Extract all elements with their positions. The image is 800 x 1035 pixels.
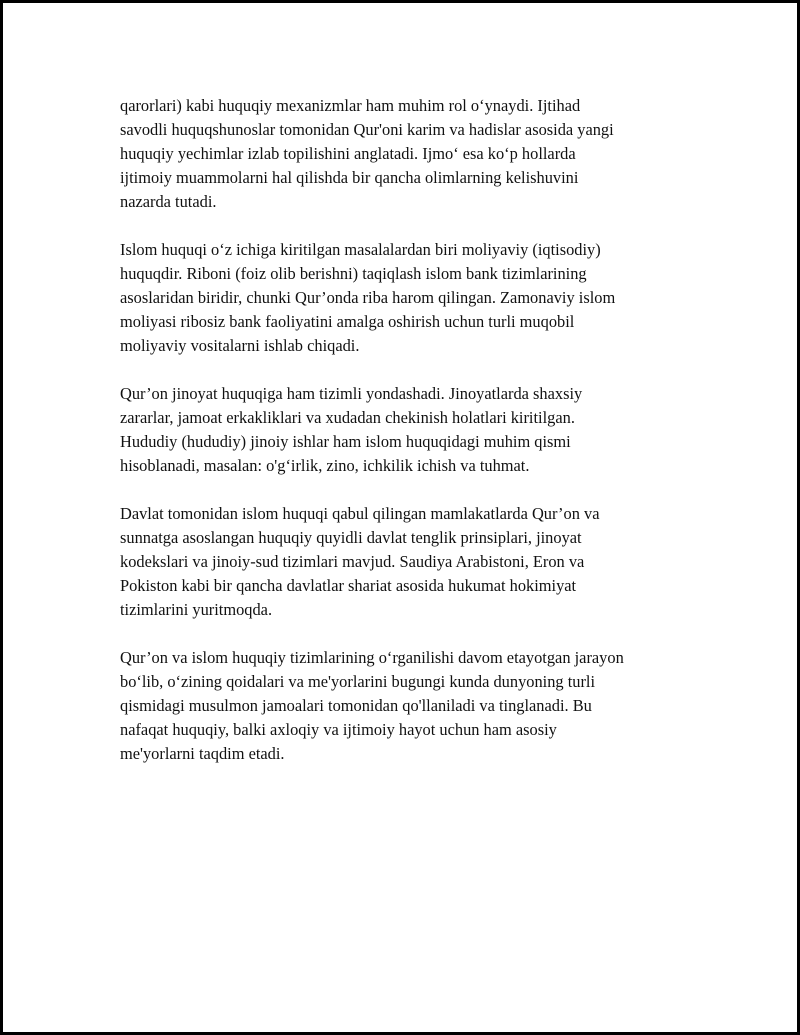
document-body xyxy=(120,94,705,790)
text-line: sunnatga asoslangan huquqiy quyidli davlat tenglik prinsiplari, jinoyat xyxy=(120,528,582,547)
text-line: qismidagi musulmon jamoalari tomonidan qo'llaniladi va tinglanadi. Bu xyxy=(120,696,592,715)
paragraph-3 xyxy=(120,382,705,478)
text-line: moliyasi ribosiz bank faoliyatini amalga oshirish uchun turli muqobil xyxy=(120,312,575,331)
text-line: me'yorlarni taqdim etadi. xyxy=(120,744,285,763)
paragraph-1 xyxy=(120,94,705,214)
text-line: nafaqat huquqiy, balki axloqiy va ijtimoiy hayot uchun ham asosiy xyxy=(120,720,557,739)
text-line: Qur’on jinoyat huquqiga ham tizimli yondashadi. Jinoyatlarda shaxsiy xyxy=(120,384,583,403)
text-line: ijtimoiy muammolarni hal qilishda bir qancha olimlarning kelishuvini xyxy=(120,168,579,187)
text-line: tizimlarini yuritmoqda. xyxy=(120,600,273,619)
text-line: huquqdir. Riboni (foiz olib berishni) taqiqlash islom bank tizimlarining xyxy=(120,264,587,283)
text-line: zararlar, jamoat erkakliklari va xudadan chekinish holatlari kiritilgan. xyxy=(120,408,575,427)
text-line: kodekslari va jinoiy-sud tizimlari mavjud. Saudiya Arabistoni, Eron va xyxy=(120,552,585,571)
text-line: hisoblanadi, masalan: o'g‘irlik, zino, ichkilik ichish va tuhmat. xyxy=(120,456,530,475)
text-line: bo‘lib, o‘zining qoidalari va me'yorlarini bugungi kunda dunyoning turli xyxy=(120,672,596,691)
text-line: moliyaviy vositalarni ishlab chiqadi. xyxy=(120,336,360,355)
text-line: huquqiy yechimlar izlab topilishini anglatadi. Ijmo‘ esa ko‘p hollarda xyxy=(120,144,576,163)
paragraph-4 xyxy=(120,502,705,622)
paragraph-2 xyxy=(120,238,705,358)
text-line: nazarda tutadi. xyxy=(120,192,217,211)
text-line: asoslaridan biridir, chunki Qur’onda riba harom qilingan. Zamonaviy islom xyxy=(120,288,616,307)
text-line: Davlat tomonidan islom huquqi qabul qilingan mamlakatlarda Qur’on va xyxy=(120,504,600,523)
text-line: Hududiy (hududiy) jinoiy ishlar ham islom huquqidagi muhim qismi xyxy=(120,432,571,451)
paragraph-5 xyxy=(120,646,705,766)
text-line: Qur’on va islom huquqiy tizimlarining o‘rganilishi davom etayotgan jarayon xyxy=(120,648,624,667)
text-line: qarorlari) kabi huquqiy mexanizmlar ham muhim rol o‘ynaydi. Ijtihad xyxy=(120,96,581,115)
text-line: Pokiston kabi bir qancha davlatlar shariat asosida hukumat hokimiyat xyxy=(120,576,577,595)
text-line: Islom huquqi o‘z ichiga kiritilgan masalalardan biri moliyaviy (iqtisodiy) xyxy=(120,240,601,259)
text-line: savodli huquqshunoslar tomonidan Qur'oni karim va hadislar asosida yangi xyxy=(120,120,614,139)
